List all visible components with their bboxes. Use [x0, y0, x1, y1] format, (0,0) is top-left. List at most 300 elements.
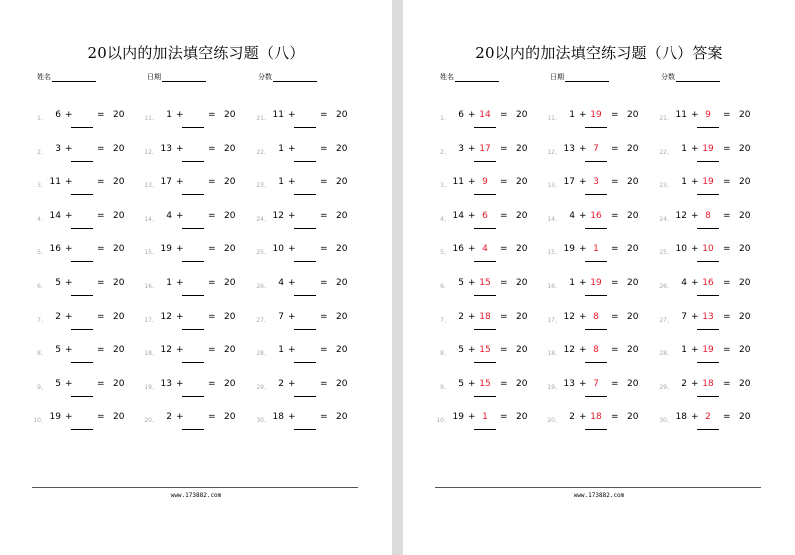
problem-number: 19、	[144, 383, 158, 391]
plus-sign: +	[288, 278, 296, 288]
problem-number: 14、	[144, 215, 158, 223]
answer-blank[interactable]	[294, 211, 316, 229]
problem-number: 30、	[256, 417, 270, 425]
equals-sign: =	[500, 378, 508, 389]
problem-number: 28、	[659, 350, 673, 358]
sum-value: 20	[113, 412, 125, 423]
plus-sign: +	[691, 412, 699, 423]
problem-row	[33, 276, 145, 296]
answer-blank[interactable]	[71, 379, 93, 397]
plus-sign: +	[468, 311, 476, 322]
plus-sign: +	[579, 110, 587, 120]
problem-row	[33, 142, 145, 162]
score-blank[interactable]	[676, 73, 720, 82]
equals-sign: =	[723, 143, 731, 154]
sum-value: 20	[516, 110, 528, 120]
problem-row	[33, 343, 145, 363]
problem-row	[256, 209, 368, 229]
footer-url: www.173882.com	[170, 492, 222, 499]
answer-blank[interactable]	[71, 177, 93, 195]
sum-value: 20	[627, 345, 639, 356]
problem-number: 23、	[256, 182, 270, 190]
plus-sign: +	[468, 177, 476, 188]
sum-value: 20	[627, 244, 639, 255]
sum-value: 20	[627, 110, 639, 120]
answer-blank[interactable]	[182, 379, 204, 397]
problem-row	[33, 310, 145, 330]
answer-key-page	[403, 0, 795, 555]
answer-blank[interactable]	[71, 110, 93, 128]
sum-value: 20	[336, 345, 348, 356]
sum-value: 20	[113, 110, 125, 120]
equals-sign: =	[723, 210, 731, 221]
problem-row	[659, 209, 771, 229]
answer-value: 9	[474, 177, 496, 195]
worksheet-page	[0, 0, 392, 555]
equals-sign: =	[208, 311, 216, 322]
plus-sign: +	[65, 177, 73, 188]
addend: 6	[458, 110, 464, 120]
problem-row	[436, 276, 548, 296]
equals-sign: =	[320, 378, 328, 389]
problem-number: 23、	[659, 182, 673, 190]
problem-number: 7、	[440, 316, 450, 324]
addend: 13	[160, 378, 172, 389]
answer-blank[interactable]	[182, 211, 204, 229]
plus-sign: +	[579, 412, 587, 423]
problem-number: 30、	[659, 417, 673, 425]
date-field[interactable]	[550, 72, 609, 82]
problem-number: 15、	[144, 249, 158, 257]
plus-sign: +	[468, 210, 476, 221]
equals-sign: =	[208, 177, 216, 188]
addend: 1	[166, 278, 172, 288]
sum-value: 20	[739, 278, 751, 288]
problem-row	[436, 209, 548, 229]
problem-row	[256, 242, 368, 262]
answer-value: 16	[697, 278, 719, 296]
footer-url: www.173882.com	[573, 492, 625, 499]
answer-blank[interactable]	[294, 345, 316, 363]
addend: 4	[569, 210, 575, 221]
equals-sign: =	[320, 210, 328, 221]
plus-sign: +	[288, 378, 296, 389]
equals-sign: =	[611, 110, 619, 120]
answer-blank[interactable]	[182, 312, 204, 330]
answer-blank[interactable]	[182, 177, 204, 195]
answer-value: 15	[474, 345, 496, 363]
equals-sign: =	[500, 311, 508, 322]
score-blank[interactable]	[273, 73, 317, 82]
problem-number: 1、	[440, 115, 450, 122]
sum-value: 20	[224, 143, 236, 154]
plus-sign: +	[691, 345, 699, 356]
problem-row	[144, 310, 256, 330]
problem-number: 2、	[440, 148, 450, 156]
problem-row	[144, 410, 256, 430]
sum-value: 20	[516, 345, 528, 356]
problem-number: 20、	[547, 417, 561, 425]
sum-value: 20	[627, 143, 639, 154]
addend: 2	[55, 311, 61, 322]
addend: 16	[452, 244, 464, 255]
score-label: 分数	[661, 73, 675, 81]
answer-value: 7	[585, 379, 607, 397]
sum-value: 20	[739, 378, 751, 389]
problem-number: 14、	[547, 215, 561, 223]
answer-value: 4	[474, 244, 496, 262]
equals-sign: =	[320, 311, 328, 322]
addend: 18	[272, 412, 284, 423]
plus-sign: +	[176, 412, 184, 423]
equals-sign: =	[611, 378, 619, 389]
date-field[interactable]	[147, 72, 206, 82]
answer-blank[interactable]	[71, 144, 93, 162]
equals-sign: =	[320, 345, 328, 356]
problem-row	[144, 242, 256, 262]
sum-value: 20	[739, 110, 751, 120]
name-field[interactable]	[37, 72, 96, 82]
problem-row	[436, 410, 548, 430]
answer-value: 13	[697, 312, 719, 330]
name-blank[interactable]	[52, 73, 96, 82]
plus-sign: +	[65, 278, 73, 288]
answer-blank[interactable]	[294, 144, 316, 162]
date-label: 日期	[147, 73, 161, 81]
sum-value: 20	[336, 110, 348, 120]
answer-value: 3	[585, 177, 607, 195]
answer-value: 19	[697, 177, 719, 195]
problem-row	[547, 343, 659, 363]
equals-sign: =	[320, 244, 328, 255]
sum-value: 20	[516, 244, 528, 255]
plus-sign: +	[65, 311, 73, 322]
answer-value: 19	[697, 345, 719, 363]
equals-sign: =	[500, 345, 508, 356]
answer-blank[interactable]	[71, 244, 93, 262]
problem-number: 13、	[547, 182, 561, 190]
plus-sign: +	[288, 244, 296, 255]
answer-blank[interactable]	[294, 312, 316, 330]
addend: 5	[55, 378, 61, 389]
problem-row	[547, 175, 659, 195]
answer-blank[interactable]	[71, 412, 93, 430]
sum-value: 20	[516, 311, 528, 322]
addend: 1	[569, 110, 575, 120]
name-label: 姓名	[37, 73, 51, 81]
answer-value: 18	[585, 412, 607, 430]
date-blank[interactable]	[162, 73, 206, 82]
equals-sign: =	[611, 412, 619, 423]
sum-value: 20	[516, 378, 528, 389]
problem-number: 8、	[37, 350, 47, 358]
equals-sign: =	[500, 278, 508, 288]
problem-row	[659, 242, 771, 262]
problem-row	[144, 175, 256, 195]
addend: 18	[675, 412, 687, 423]
problem-row	[547, 377, 659, 397]
name-field[interactable]	[440, 72, 499, 82]
addend: 2	[569, 412, 575, 423]
problem-row	[144, 377, 256, 397]
addend: 11	[452, 177, 464, 188]
problem-row	[256, 175, 368, 195]
sum-value: 20	[336, 278, 348, 288]
equals-sign: =	[500, 412, 508, 423]
answer-blank[interactable]	[182, 110, 204, 128]
answer-value: 8	[697, 211, 719, 229]
plus-sign: +	[691, 210, 699, 221]
problem-row	[256, 142, 368, 162]
score-field[interactable]	[661, 72, 720, 82]
problem-row	[256, 310, 368, 330]
plus-sign: +	[65, 210, 73, 221]
equals-sign: =	[97, 278, 105, 288]
problem-row	[256, 108, 368, 128]
problem-number: 16、	[547, 283, 561, 290]
answer-blank[interactable]	[294, 412, 316, 430]
equals-sign: =	[208, 110, 216, 120]
problem-number: 4、	[440, 215, 450, 223]
answer-value: 19	[585, 278, 607, 296]
problem-number: 19、	[547, 383, 561, 391]
answer-blank[interactable]	[182, 412, 204, 430]
sum-value: 20	[739, 244, 751, 255]
problem-number: 1、	[37, 115, 47, 122]
problem-number: 22、	[659, 148, 673, 156]
answer-value: 14	[474, 110, 496, 128]
equals-sign: =	[500, 143, 508, 154]
addend: 1	[681, 177, 687, 188]
problem-number: 20、	[144, 417, 158, 425]
sum-value: 20	[516, 143, 528, 154]
equals-sign: =	[320, 278, 328, 288]
plus-sign: +	[691, 378, 699, 389]
addend: 10	[675, 244, 687, 255]
addend: 12	[160, 311, 172, 322]
problem-number: 16、	[144, 283, 158, 290]
sum-value: 20	[627, 378, 639, 389]
sum-value: 20	[516, 412, 528, 423]
plus-sign: +	[691, 110, 699, 120]
equals-sign: =	[611, 345, 619, 356]
addend: 5	[458, 345, 464, 356]
plus-sign: +	[579, 143, 587, 154]
equals-sign: =	[723, 244, 731, 255]
answer-value: 10	[697, 244, 719, 262]
sum-value: 20	[224, 244, 236, 255]
problem-number: 27、	[659, 316, 673, 324]
plus-sign: +	[288, 311, 296, 322]
addend: 13	[563, 143, 575, 154]
problem-row	[144, 276, 256, 296]
equals-sign: =	[723, 345, 731, 356]
answer-blank[interactable]	[294, 278, 316, 296]
equals-sign: =	[500, 110, 508, 120]
equals-sign: =	[500, 177, 508, 188]
plus-sign: +	[176, 177, 184, 188]
equals-sign: =	[208, 412, 216, 423]
answer-blank[interactable]	[182, 244, 204, 262]
plus-sign: +	[691, 278, 699, 288]
problem-number: 3、	[440, 182, 450, 190]
addend: 4	[681, 278, 687, 288]
plus-sign: +	[288, 345, 296, 356]
problem-row	[33, 410, 145, 430]
addend: 5	[55, 278, 61, 288]
sum-value: 20	[224, 345, 236, 356]
answer-value: 2	[697, 412, 719, 430]
addend: 7	[681, 311, 687, 322]
problem-number: 17、	[144, 316, 158, 324]
equals-sign: =	[208, 278, 216, 288]
problem-number: 2、	[37, 148, 47, 156]
addend: 5	[55, 345, 61, 356]
sum-value: 20	[224, 412, 236, 423]
sum-value: 20	[627, 278, 639, 288]
equals-sign: =	[611, 210, 619, 221]
problem-number: 9、	[37, 383, 47, 391]
problem-number: 6、	[440, 283, 450, 290]
plus-sign: +	[288, 143, 296, 154]
problem-number: 5、	[37, 249, 47, 257]
equals-sign: =	[208, 345, 216, 356]
sum-value: 20	[627, 210, 639, 221]
problem-number: 12、	[547, 148, 561, 156]
plus-sign: +	[288, 412, 296, 423]
plus-sign: +	[288, 210, 296, 221]
sum-value: 20	[113, 378, 125, 389]
plus-sign: +	[468, 110, 476, 120]
equals-sign: =	[611, 311, 619, 322]
addend: 6	[55, 110, 61, 120]
equals-sign: =	[723, 412, 731, 423]
answer-value: 19	[697, 144, 719, 162]
addend: 11	[675, 110, 687, 120]
plus-sign: +	[176, 278, 184, 288]
equals-sign: =	[500, 210, 508, 221]
addend: 1	[278, 345, 284, 356]
problem-row	[547, 209, 659, 229]
equals-sign: =	[320, 143, 328, 154]
problem-row	[547, 242, 659, 262]
addend: 1	[681, 345, 687, 356]
name-blank[interactable]	[455, 73, 499, 82]
answer-value: 1	[585, 244, 607, 262]
sum-value: 20	[739, 311, 751, 322]
plus-sign: +	[579, 210, 587, 221]
addend: 1	[681, 143, 687, 154]
plus-sign: +	[288, 177, 296, 188]
problem-row	[436, 175, 548, 195]
problem-number: 9、	[440, 383, 450, 391]
answer-blank[interactable]	[182, 345, 204, 363]
addend: 2	[278, 378, 284, 389]
addend: 1	[278, 177, 284, 188]
addend: 12	[160, 345, 172, 356]
sum-value: 20	[516, 210, 528, 221]
addend: 4	[278, 278, 284, 288]
problem-number: 25、	[256, 249, 270, 257]
sum-value: 20	[627, 177, 639, 188]
addend: 13	[563, 378, 575, 389]
answer-blank[interactable]	[182, 278, 204, 296]
problem-row	[436, 377, 548, 397]
problem-number: 28、	[256, 350, 270, 358]
addend: 19	[452, 412, 464, 423]
equals-sign: =	[500, 244, 508, 255]
addend: 1	[166, 110, 172, 120]
plus-sign: +	[691, 311, 699, 322]
score-field[interactable]	[258, 72, 317, 82]
problem-row	[256, 410, 368, 430]
answer-blank[interactable]	[182, 144, 204, 162]
problem-number: 6、	[37, 283, 47, 290]
sum-value: 20	[113, 143, 125, 154]
problem-row	[547, 410, 659, 430]
answer-value: 8	[585, 312, 607, 330]
answer-value: 6	[474, 211, 496, 229]
answer-value: 15	[474, 379, 496, 397]
answer-blank[interactable]	[71, 345, 93, 363]
addend: 12	[563, 345, 575, 356]
problem-number: 17、	[547, 316, 561, 324]
plus-sign: +	[579, 311, 587, 322]
problem-number: 18、	[144, 350, 158, 358]
addend: 19	[563, 244, 575, 255]
sum-value: 20	[627, 311, 639, 322]
date-blank[interactable]	[565, 73, 609, 82]
addend: 3	[458, 143, 464, 154]
equals-sign: =	[723, 311, 731, 322]
addend: 10	[272, 244, 284, 255]
addend: 11	[49, 177, 61, 188]
answer-grid	[403, 108, 795, 448]
answer-value: 9	[697, 110, 719, 128]
problem-row	[144, 343, 256, 363]
sum-value: 20	[516, 278, 528, 288]
equals-sign: =	[208, 210, 216, 221]
problem-number: 11、	[144, 115, 158, 122]
problem-number: 21、	[256, 115, 270, 122]
addend: 17	[563, 177, 575, 188]
answer-blank[interactable]	[294, 110, 316, 128]
problem-row	[436, 142, 548, 162]
answer-blank[interactable]	[71, 211, 93, 229]
equals-sign: =	[723, 177, 731, 188]
addend: 7	[278, 311, 284, 322]
addend: 4	[166, 210, 172, 221]
sum-value: 20	[336, 311, 348, 322]
equals-sign: =	[97, 412, 105, 423]
answer-blank[interactable]	[294, 177, 316, 195]
sum-value: 20	[739, 412, 751, 423]
addend: 14	[49, 210, 61, 221]
answer-blank[interactable]	[71, 312, 93, 330]
problem-number: 10、	[436, 417, 450, 425]
equals-sign: =	[611, 244, 619, 255]
sum-value: 20	[113, 345, 125, 356]
plus-sign: +	[176, 244, 184, 255]
answer-blank[interactable]	[71, 278, 93, 296]
plus-sign: +	[468, 278, 476, 288]
answer-blank[interactable]	[294, 244, 316, 262]
answer-value: 15	[474, 278, 496, 296]
answer-blank[interactable]	[294, 379, 316, 397]
addend: 2	[458, 311, 464, 322]
problem-row	[659, 175, 771, 195]
plus-sign: +	[579, 378, 587, 389]
